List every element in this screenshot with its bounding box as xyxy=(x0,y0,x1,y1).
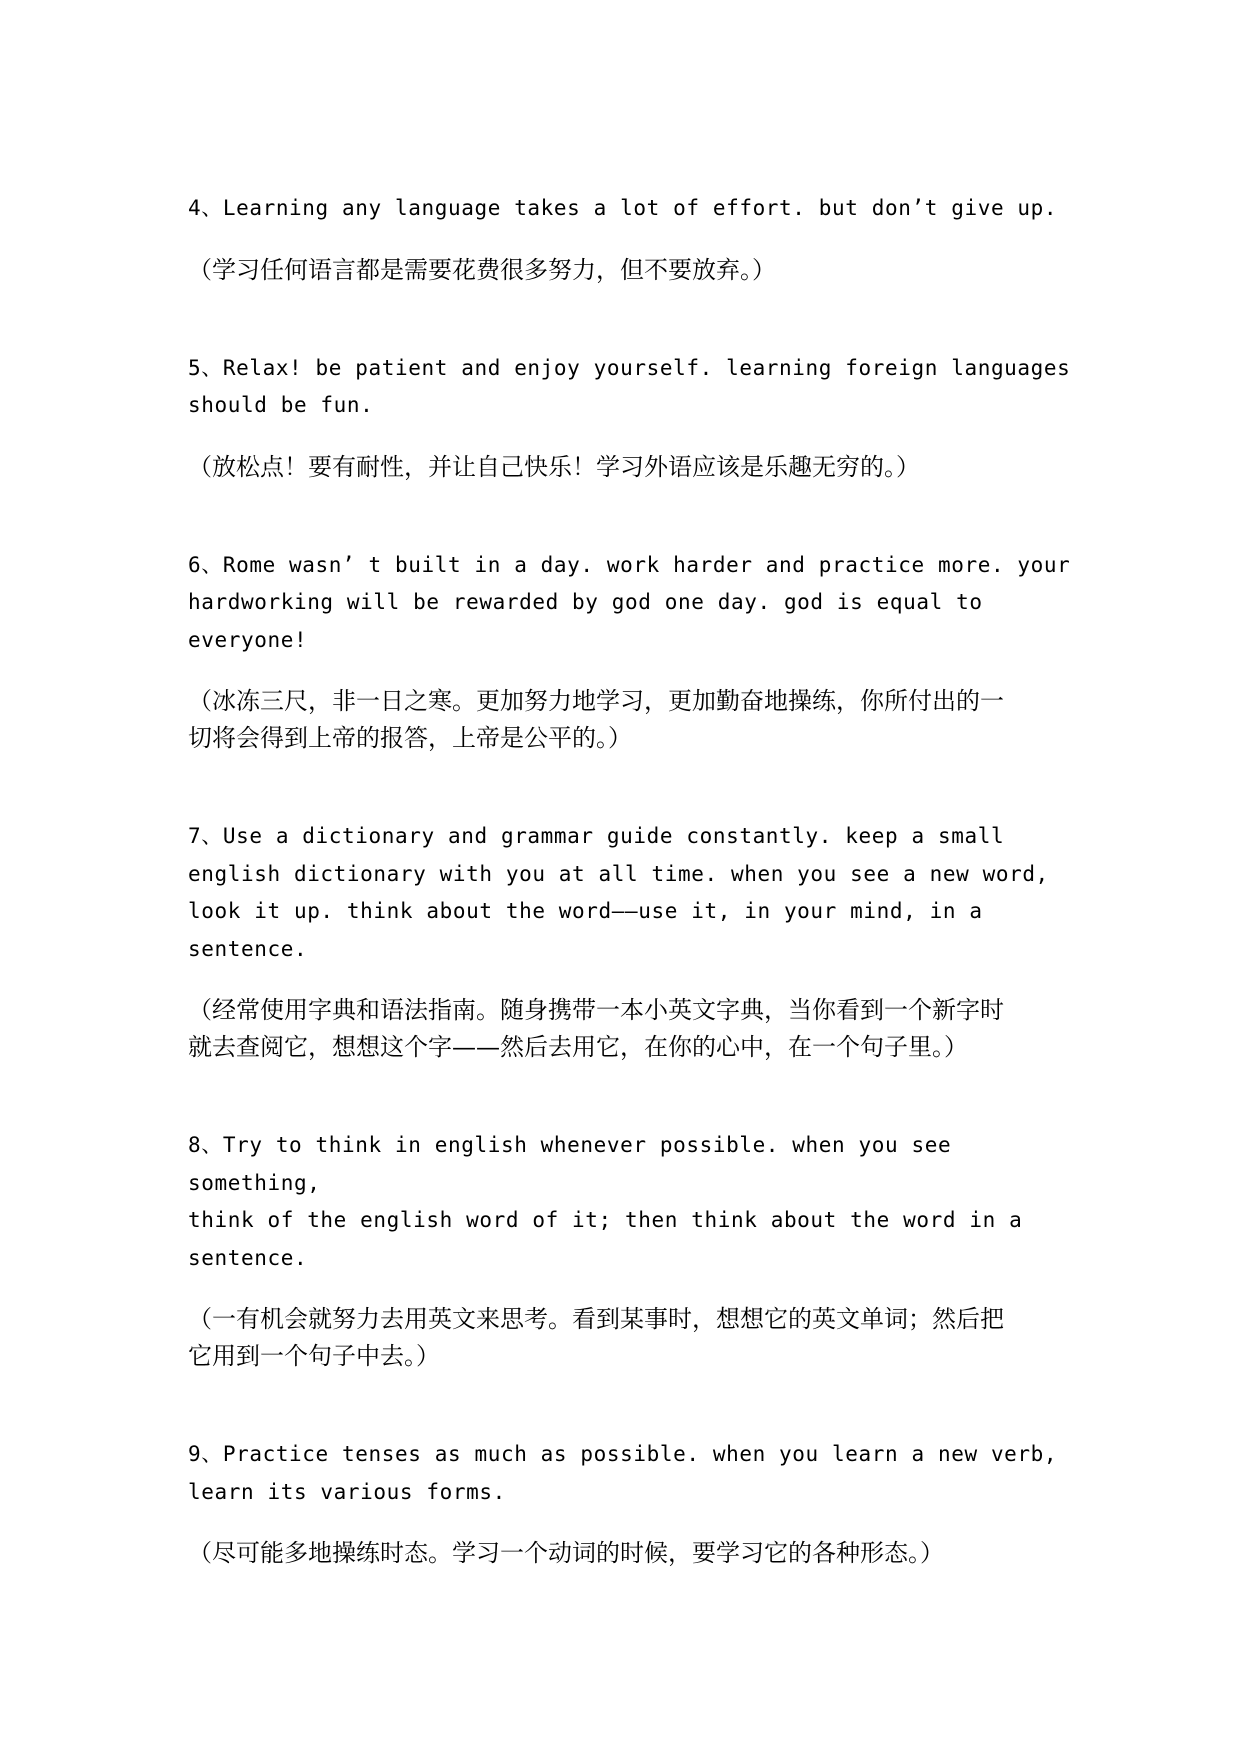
tip-english-line: english dictionary with you at all time. when you see a new word, xyxy=(188,861,1049,886)
tip-chinese-line: 它用到一个句子中去。） xyxy=(188,1342,440,1370)
tip-chinese-line: 就去查阅它，想想这个字——然后去用它，在你的心中，在一个句子里。） xyxy=(188,1033,968,1061)
tip-chinese-line: （尽可能多地操练时态。学习一个动词的时候，要学习它的各种形态。） xyxy=(188,1539,944,1567)
tip-english-line: 5、Relax! be patient and enjoy yourself. learning foreign languages xyxy=(188,355,1071,380)
tip-chinese-line: （学习任何语言都是需要花费很多努力，但不要放弃。） xyxy=(188,255,776,284)
tip-english-line: hardworking will be rewarded by god one day. god is equal to everyone! xyxy=(188,590,996,652)
tip-english-line: should be fun. xyxy=(188,393,374,417)
tip-english-line: sentence. xyxy=(188,936,308,961)
tip-english-line: 9、Practice tenses as much as possible. when you learn a new verb, xyxy=(188,1442,1058,1466)
tip-chinese-line: （一有机会就努力去用英文来思考。看到某事时，想想它的英文单词；然后把 xyxy=(188,1305,1004,1333)
tip-english-line: learn its various forms. xyxy=(188,1479,506,1504)
tip-7 xyxy=(188,818,1088,1066)
tip-english-line: 8、Try to think in english whenever possible. when you see something, xyxy=(188,1133,965,1195)
tip-english-line: 7、Use a dictionary and grammar guide constantly. keep a small xyxy=(188,824,1005,848)
tip-chinese-line: （经常使用字典和语法指南。随身携带一本小英文字典，当你看到一个新字时 xyxy=(188,996,1004,1024)
tip-english-line: think of the english word of it; then think about the word in a xyxy=(188,1208,1023,1232)
tip-5 xyxy=(188,350,1088,486)
tip-english-line: sentence. xyxy=(188,1245,308,1270)
tip-8 xyxy=(188,1127,1088,1375)
tip-6 xyxy=(188,547,1088,758)
tip-english-line: look it up. think about the word——use it, in your mind, in a xyxy=(188,899,983,923)
document-page xyxy=(188,190,1088,1572)
tip-chinese-line: （冰冻三尺，非一日之寒。更加努力地学习，更加勤奋地操练，你所付出的一 xyxy=(188,687,1004,715)
tip-english-line: 4、Learning any language takes a lot of effort. but don’t give up. xyxy=(188,196,1058,220)
tip-chinese-line: 切将会得到上帝的报答，上帝是公平的。） xyxy=(188,724,632,752)
tip-english-line: 6、Rome wasn’ t built in a day. work harder and practice more. your xyxy=(188,552,1071,577)
tip-4 xyxy=(188,190,1088,289)
tip-chinese-line: （放松点！要有耐性，并让自己快乐！学习外语应该是乐趣无穷的。） xyxy=(188,452,920,481)
tip-9 xyxy=(188,1436,1088,1572)
